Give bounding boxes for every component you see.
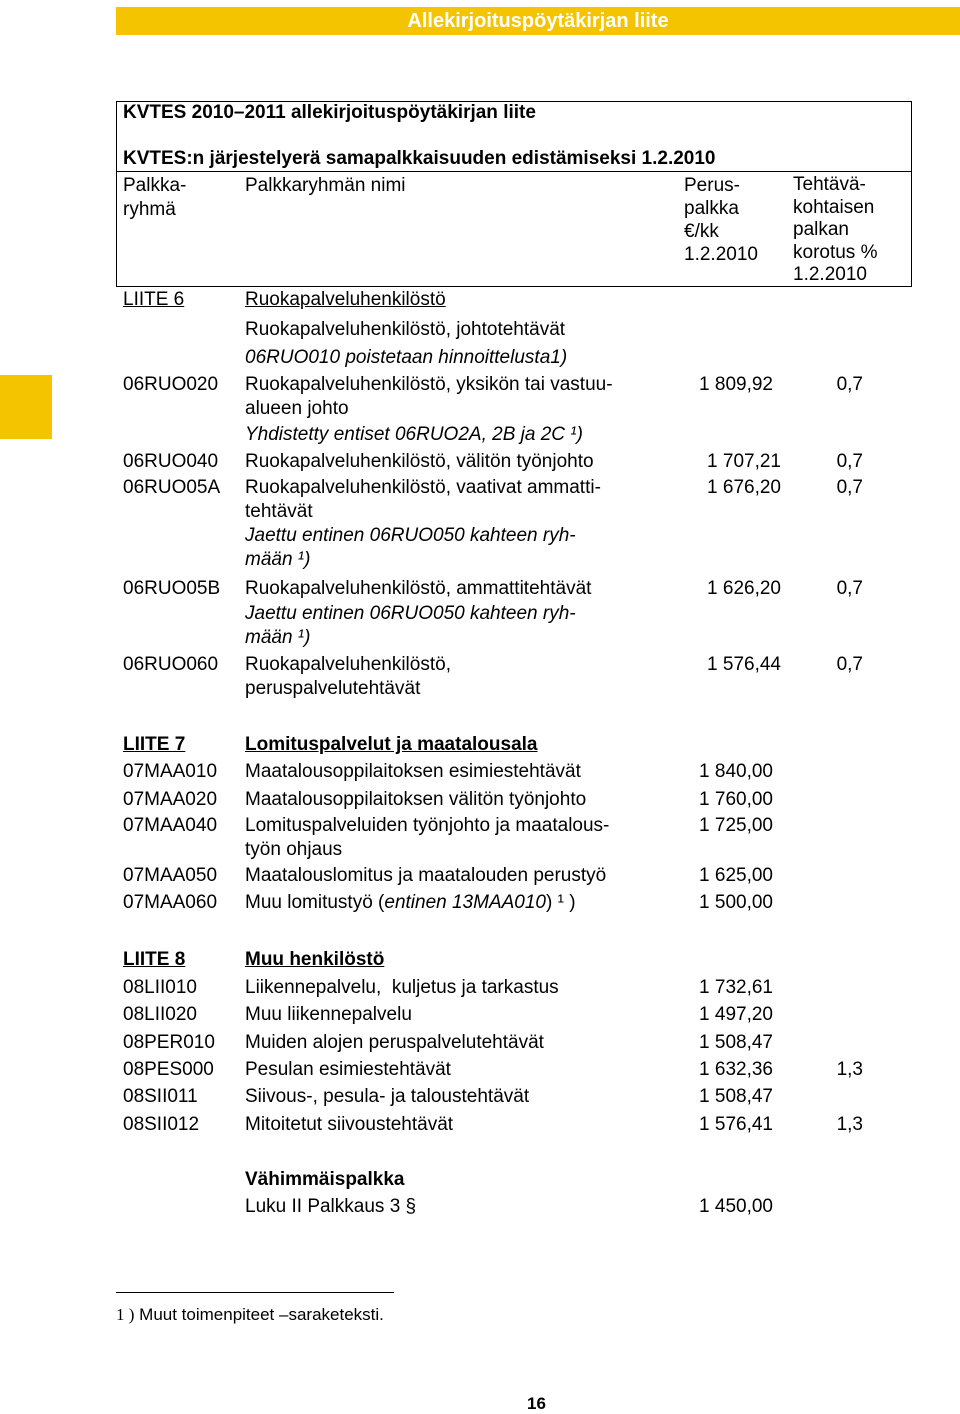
liite8-title: Muu henkilöstö [245,949,385,970]
page-number: 16 [527,1394,546,1413]
liite7-title: Lomituspalvelut ja maatalousala [245,734,538,755]
row-code: 08SII012 [123,1114,200,1135]
row-raise: 0,7 [836,578,863,599]
row-pay: 1 626,20 [707,578,781,599]
row-name: Muiden alojen peruspalvelutehtävät [245,1032,544,1053]
row-pay: 1 576,41 [699,1114,773,1135]
footnote: 1 ) Muut toimenpiteet –saraketeksti. [116,1305,384,1324]
row-name: Maatalouslomitus ja maatalouden perustyö [245,865,607,886]
row-pay: 1 508,47 [699,1086,773,1107]
row-pay: 1 632,36 [699,1059,773,1080]
liite6-label: LIITE 6 [123,289,185,310]
row-name: Mitoitetut siivoustehtävät [245,1114,454,1135]
col-header-raise: Tehtävä- kohtaisen palkan korotus % 1.2.2010 [793,174,878,285]
row-name: Ruokapalveluhenkilöstö, vaativat ammatti- tehtävät [245,477,601,522]
row-pay: 1 707,21 [707,451,781,472]
row-raise: 1,3 [836,1059,863,1080]
row-pay: 1 497,20 [699,1004,773,1025]
row-name: Pesulan esimiestehtävät [245,1059,451,1080]
row-pay: 1 725,00 [699,815,773,836]
row-pay: 1 760,00 [699,789,773,810]
row-code: 08SII011 [123,1086,198,1107]
liite6-note-split: Jaettu entinen 06RUO050 kahteen ryh- mään ¹) [245,525,576,570]
liite6-title: Ruokapalveluhenkilöstö [245,289,446,310]
row-code: 06RUO020 [123,374,219,395]
row-code: 07MAA020 [123,789,218,810]
row-code: 08PES000 [123,1059,214,1080]
row-pay: 1 576,44 [707,654,781,675]
liite6-note-combined: Yhdistetty entiset 06RUO2A, 2B ja 2C ¹) [245,424,583,445]
row-name: Muu liikennepalvelu [245,1004,412,1025]
col-header-name: Palkkaryhmän nimi [245,175,406,196]
row-code: 08LII010 [123,977,197,998]
liite8-label: LIITE 8 [123,949,186,970]
row-pay: 1 500,00 [699,892,773,913]
row-pay: 1 508,47 [699,1032,773,1053]
row-name: Ruokapalveluhenkilöstö, ammattitehtävät [245,578,592,599]
row-code: 06RUO060 [123,654,219,675]
row-name: Maatalousoppilaitoksen välitön työnjohto [245,789,587,810]
row-raise: 0,7 [836,374,863,395]
row-pay: 1 732,61 [699,977,773,998]
row-code: 06RUO040 [123,451,219,472]
header-title: Allekirjoituspöytäkirjan liite [407,10,669,32]
row-name: Ruokapalveluhenkilöstö, yksikön tai vastuu- alueen johto [245,374,613,419]
liite7-label: LIITE 7 [123,734,186,755]
liite6-note-removed: 06RUO010 poistetaan hinnoittelusta1) [245,347,568,368]
row-code: 07MAA060 [123,892,218,913]
liite6-note-split: Jaettu entinen 06RUO050 kahteen ryh- mään ¹) [245,603,576,648]
row-raise: 1,3 [836,1114,863,1135]
row-name: Muu lomitustyö (entinen 13MAA010) ¹ ) [245,892,576,913]
page-header-bar [116,7,960,35]
row-name: Lomituspalveluiden työnjohto ja maatalous- työn ohjaus [245,815,610,860]
row-name: Ruokapalveluhenkilöstö, välitön työnjohto [245,451,594,472]
row-code: 08LII020 [123,1004,197,1025]
row-code: 08PER010 [123,1032,215,1053]
row-raise: 0,7 [836,451,863,472]
minimum-pay-text: Luku II Palkkaus 3 § [245,1196,417,1217]
row-pay: 1 809,92 [699,374,773,395]
minimum-pay-amount: 1 450,00 [699,1196,773,1217]
title-box-divider [116,171,912,172]
row-name: Maatalousoppilaitoksen esimiestehtävät [245,761,581,782]
row-name: Ruokapalveluhenkilöstö, peruspalvelutehtävät [245,654,451,699]
side-tab-marker [0,375,52,439]
col-header-base-pay: Perus- palkka €/kk 1.2.2010 [684,175,758,265]
row-pay: 1 840,00 [699,761,773,782]
row-name: Siivous-, pesula- ja taloustehtävät [245,1086,530,1107]
row-name: Liikennepalvelu, kuljetus ja tarkastus [245,977,559,998]
row-code: 07MAA040 [123,815,218,836]
col-header-group: Palkka- ryhmä [123,175,187,220]
doc-title: KVTES 2010–2011 allekirjoituspöytäkirjan liite [123,102,536,123]
row-raise: 0,7 [836,477,863,498]
row-code: 06RUO05B [123,578,221,599]
row-raise: 0,7 [836,654,863,675]
doc-subtitle: KVTES:n järjestelyerä samapalkkaisuuden edistämiseksi 1.2.2010 [123,148,716,169]
liite6-subheading: Ruokapalveluhenkilöstö, johtotehtävät [245,319,566,340]
row-code: 06RUO05A [123,477,221,498]
row-code: 07MAA050 [123,865,218,886]
footnote-divider [116,1292,394,1293]
row-pay: 1 625,00 [699,865,773,886]
row-code: 07MAA010 [123,761,218,782]
row-pay: 1 676,20 [707,477,781,498]
minimum-pay-title: Vähimmäispalkka [245,1169,405,1190]
